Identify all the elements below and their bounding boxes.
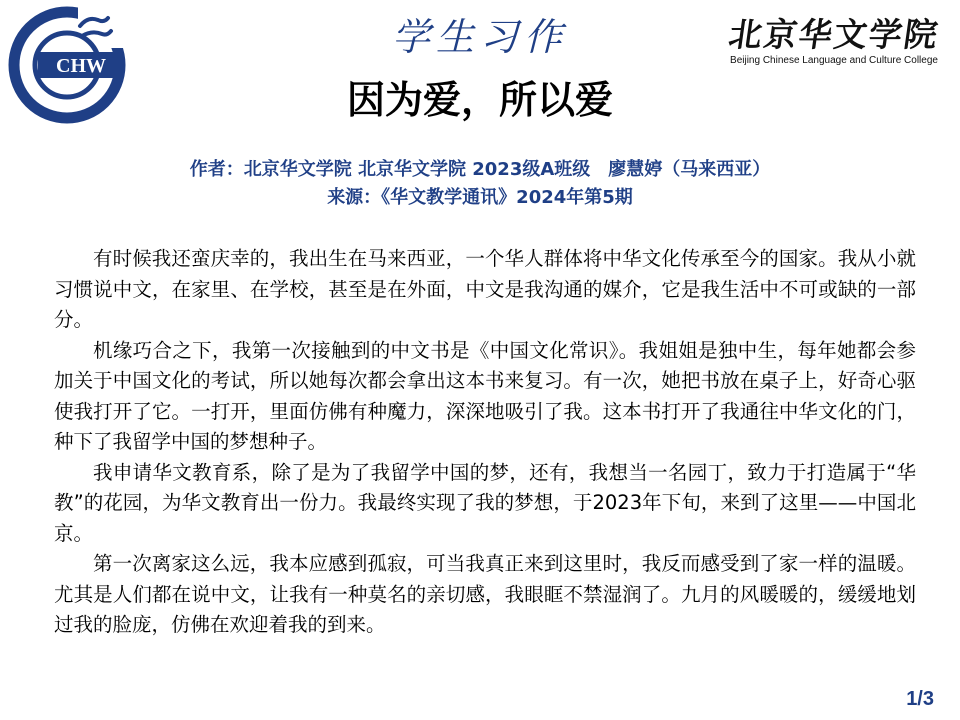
- paragraph: 机缘巧合之下，我第一次接触到的中文书是《中国文化常识》。我姐姐是独中生，每年她都会参加关于中国文化的考试，所以她每次都会拿出这本书来复习。有一次，她把书放在桌子上，好奇心驱使我打开了它。一打开，里面仿佛有种魔力，深深地吸引了我。这本书打开了我通往中华文化的门，种下了我留学中国的梦想种子。: [54, 338, 916, 453]
- paragraph: 第一次离家这么远，我本应感到孤寂，可当我真正来到这里时，我反而感受到了家一样的温暖。尤其是人们都在说中文，让我有一种莫名的亲切感，我眼眶不禁湿润了。九月的风暖暖的，缓缓地划过我的脸庞，仿佛在欢迎着我的到来。: [54, 552, 916, 636]
- college-name-cn: 北京华文学院: [726, 15, 942, 54]
- college-name-logo: [712, 16, 956, 67]
- author-line: 作者：北京华文学院 北京华文学院 2023级A班级 廖慧婷（马来西亚）: [189, 159, 771, 180]
- page-number: 1/3: [906, 688, 934, 710]
- source-line: 来源：《华文教学通讯》2024年第5期: [327, 187, 633, 208]
- article-body: [54, 244, 916, 641]
- article-meta: [0, 156, 960, 212]
- logo-letters: CHW: [56, 55, 106, 77]
- article-title: 因为爱，所以爱: [346, 78, 613, 122]
- paragraph: 我申请华文教育系，除了是为了我留学中国的梦，还有，我想当一名园丁，致力于打造属于“华教”的花园，为华文教育出一份力。我最终实现了我的梦想，于2023年下旬，来到了这里——中国北京。: [54, 460, 916, 545]
- section-label: 学生习作: [391, 15, 568, 59]
- college-name-en: Beijing Chinese Language and Culture College: [730, 55, 938, 66]
- paragraph: 有时候我还蛮庆幸的，我出生在马来西亚，一个华人群体将中华文化传承至今的国家。我从小就习惯说中文，在家里、在学校，甚至是在外面，中文是我沟通的媒介，它是我生活中不可或缺的一部分。: [54, 247, 916, 331]
